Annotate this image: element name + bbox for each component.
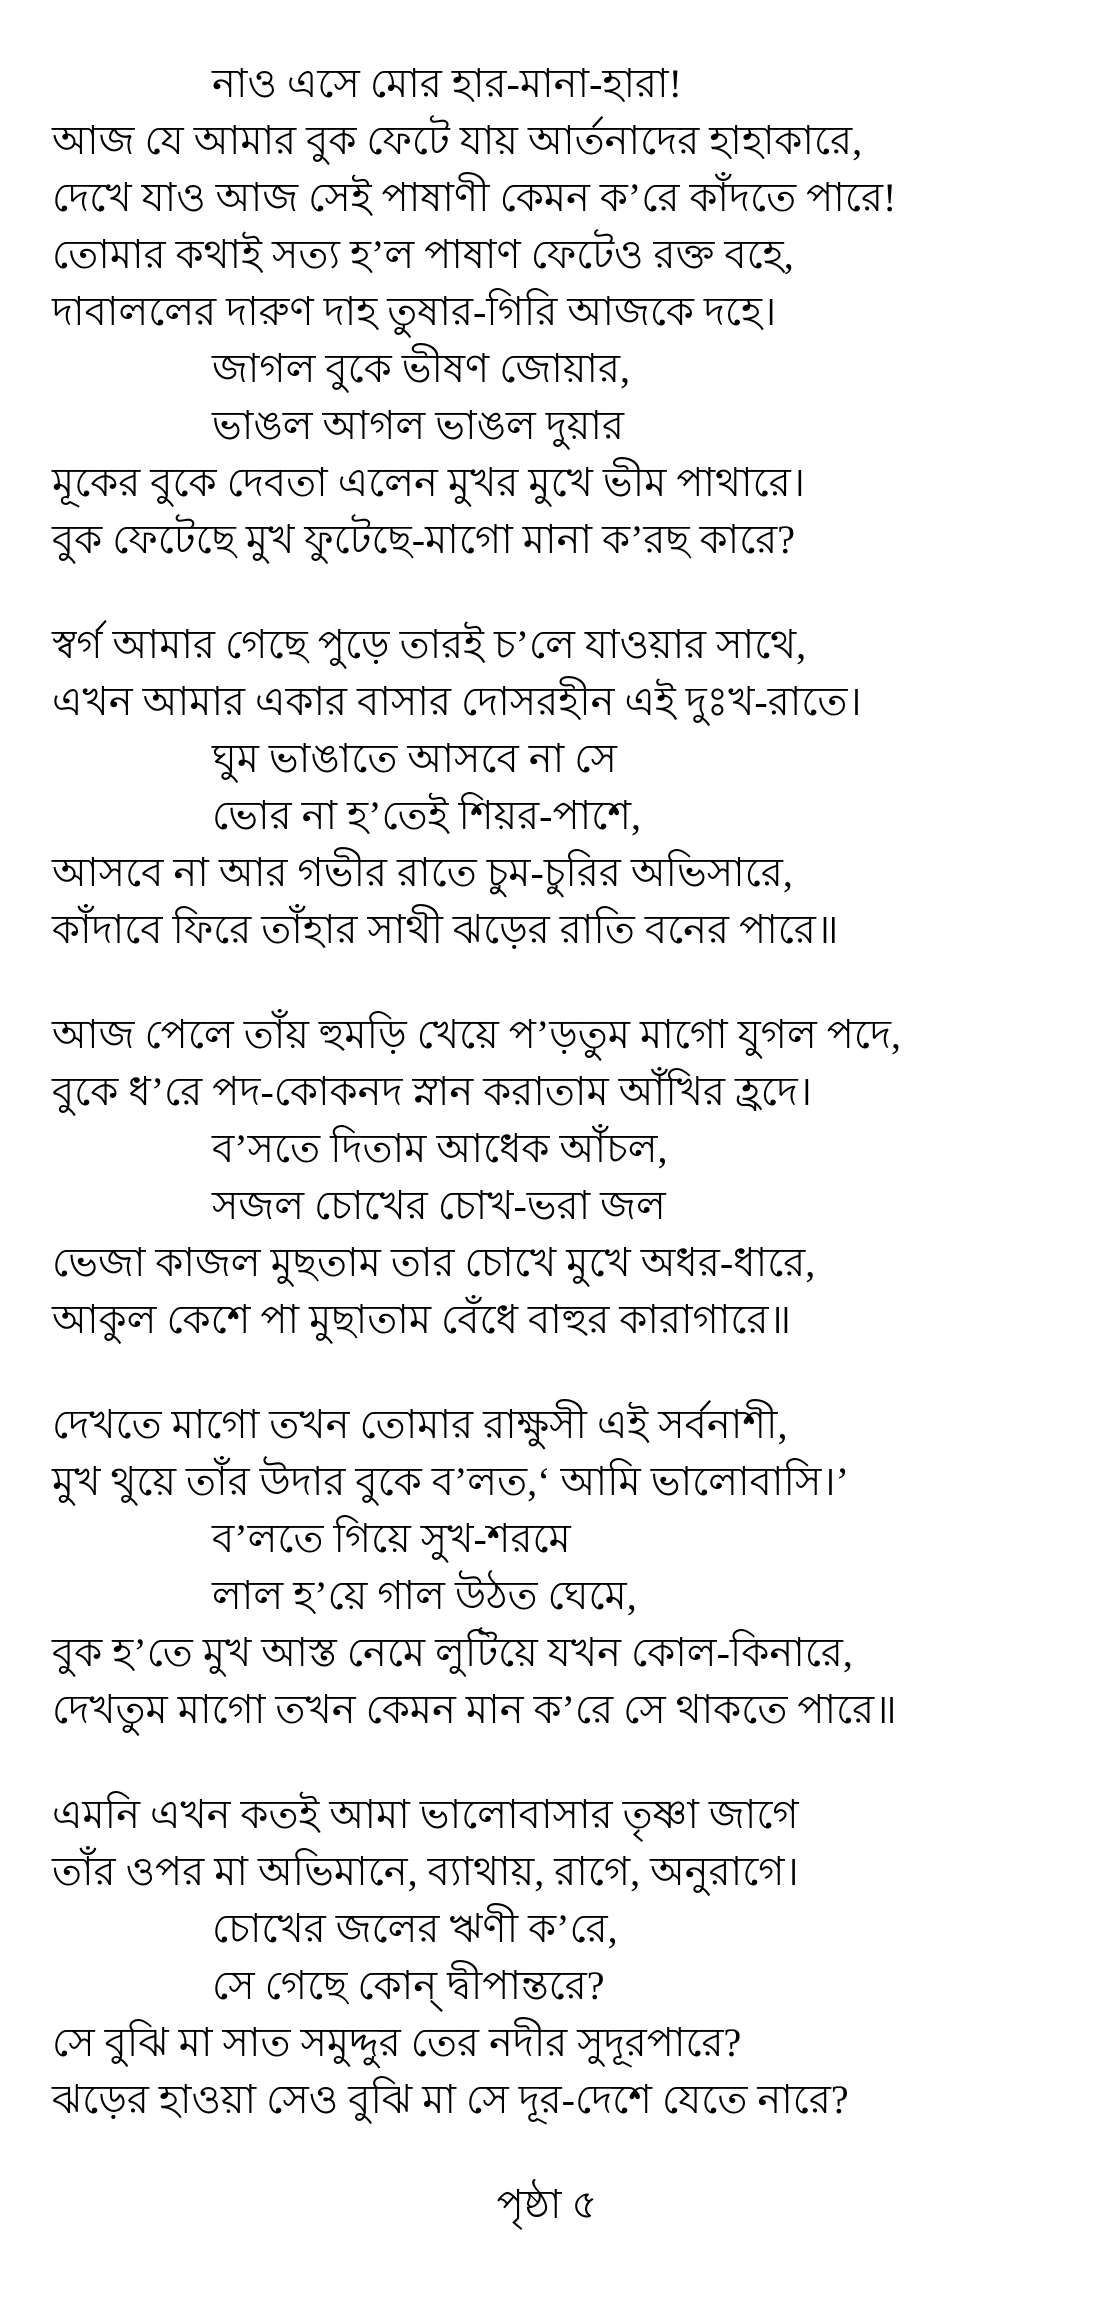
stanza-1 <box>52 55 1070 568</box>
poem-line: স্বর্গ আমার গেছে পুড়ে তারই চ’লে যাওয়ার সাথে, <box>52 622 807 667</box>
stanza-3 <box>52 1006 1070 1348</box>
poem-line: ঘুম ভাঙাতে আসবে না সে <box>212 736 617 781</box>
poem-line: সজল চোখের চোখ-ভরা জল <box>212 1183 666 1228</box>
poem-line: ভাঙল আগল ভাঙল দুয়ার <box>212 403 624 448</box>
poem-line: নাও এসে মোর হার-মানা-হারা! <box>212 61 682 106</box>
stanza-2 <box>52 616 1070 958</box>
poem-line: বুকে ধ’রে পদ-কোকনদ স্নান করাতাম আঁখির হ্রদে। <box>52 1069 813 1114</box>
poem-line: দাবাললের দারুণ দাহ তুষার-গিরি আজকে দহে। <box>52 289 777 334</box>
poem-line: মুখ থুয়ে তাঁর উদার বুকে ব’লত,‘ আমি ভালোবাসি।’ <box>52 1459 849 1504</box>
poem-line: আজ পেলে তাঁয় হুমড়ি খেয়ে প’ড়তুম মাগো যুগল পদে, <box>52 1012 902 1057</box>
poem-line: সে বুঝি মা সাত সমুদ্দুর তের নদীর সুদূরপারে? <box>52 2020 742 2065</box>
poem-line: তোমার কথাই সত্য হ’ল পাষাণ ফেটেও রক্ত বহে, <box>52 232 794 277</box>
poem-line: দেখে যাও আজ সেই পাষাণী কেমন ক’রে কাঁদতে পারে! <box>52 175 897 220</box>
poem-line: এখন আমার একার বাসার দোসরহীন এই দুঃখ-রাতে। <box>52 679 862 724</box>
page-number: পৃষ্ঠা ৫ <box>496 2182 598 2227</box>
poem-line: দেখতুম মাগো তখন কেমন মান ক’রে সে থাকতে পারে॥ <box>52 1687 897 1732</box>
poem-line: ব’লতে গিয়ে সুখ-শরমে <box>212 1516 571 1561</box>
poem-line: দেখতে মাগো তখন তোমার রাক্ষুসী এই সর্বনাশী, <box>52 1402 788 1447</box>
poem-line: বুক ফেটেছে মুখ ফুটেছে-মাগো মানা ক’রছ কারে? <box>52 517 796 562</box>
poem-line: ভেজা কাজল মুছতাম তার চোখে মুখে অধর-ধারে, <box>52 1240 816 1285</box>
poem-line: আকুল কেশে পা মুছাতাম বেঁধে বাহুর কারাগারে॥ <box>52 1297 792 1342</box>
stanza-5 <box>52 1786 1070 2128</box>
poem-line: এমনি এখন কতই আমা ভালোবাসার তৃষ্ণা জাগে <box>52 1792 799 1837</box>
poem-line: সে গেছে কোন্ দ্বীপান্তরে? <box>212 1963 605 2008</box>
poem-line: আজ যে আমার বুক ফেটে যায় আর্তনাদের হাহাকারে, <box>52 118 863 163</box>
stanza-4 <box>52 1396 1070 1738</box>
poem-line: তাঁর ওপর মা অভিমানে, ব্যাথায়, রাগে, অনুরাগে। <box>52 1849 799 1894</box>
poem-line: বুক হ’তে মুখ আস্ত নেমে লুটিয়ে যখন কোল-কিনারে, <box>52 1630 853 1675</box>
poem-line: কাঁদাবে ফিরে তাঁহার সাথী ঝড়ের রাতি বনের পারে॥ <box>52 907 839 952</box>
poem-line: চোখের জলের ঋণী ক’রে, <box>212 1906 618 1951</box>
poem-line: ঝড়ের হাওয়া সেও বুঝি মা সে দূর-দেশে যেতে নারে? <box>52 2077 849 2122</box>
poem-line: ব’সতে দিতাম আধেক আঁচল, <box>212 1126 668 1171</box>
poem-line: মূকের বুকে দেবতা এলেন মুখর মুখে ভীম পাথারে। <box>52 460 806 505</box>
poem-line: লাল হ’য়ে গাল উঠত ঘেমে, <box>212 1573 637 1618</box>
poem-line: ভোর না হ’তেই শিয়র-পাশে, <box>212 793 641 838</box>
poem-line: জাগল বুকে ভীষণ জোয়ার, <box>212 346 630 391</box>
poem-line: আসবে না আর গভীর রাতে চুম-চুরির অভিসারে, <box>52 850 793 895</box>
